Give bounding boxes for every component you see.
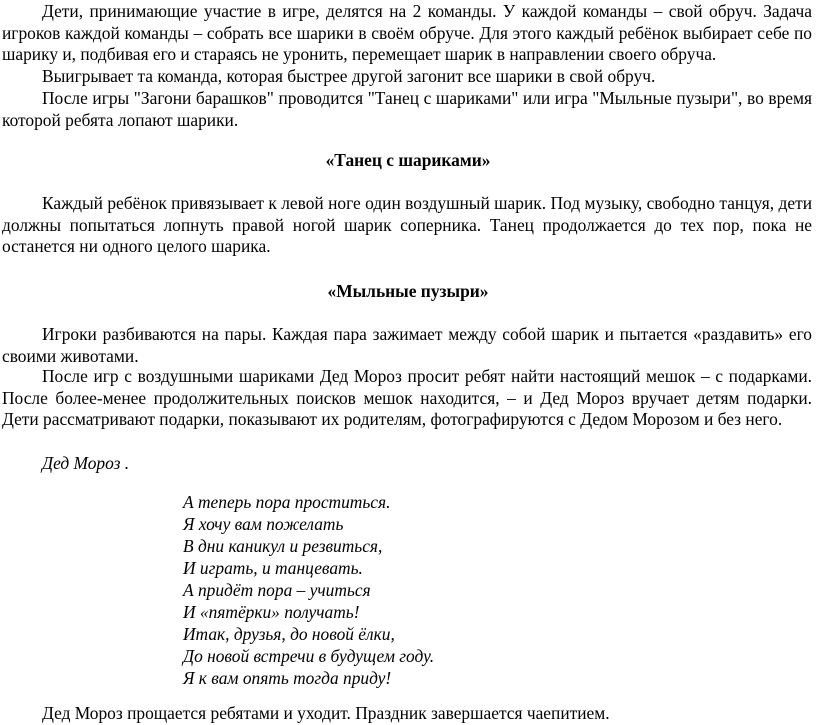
poem-line: И играть, и танцевать.	[183, 558, 363, 578]
paragraph-winner: Выигрывает та команда, которая быстрее другой загонит все шарики в свой обруч.	[42, 66, 656, 86]
paragraph-after-game: После игры "Загони барашков" проводится "Танец с шариками" или игра "Мыльные пузыри", во время которой ребята лопают шарики.	[2, 88, 812, 130]
poem-line: И «пятёрки» получать!	[183, 602, 360, 622]
poem-line: А придёт пора – учиться	[183, 580, 371, 600]
poem-line: До новой встречи в будущем году.	[183, 646, 435, 666]
heading-soap-bubbles: «Мыльные пузыри»	[327, 281, 489, 301]
heading-balloon-dance: «Танец с шариками»	[325, 150, 491, 170]
poem-line: Я к вам опять тогда приду!	[183, 668, 392, 688]
paragraph-soap-bubbles: Игроки разбиваются на пары. Каждая пара зажимает между собой шарик и пытается «раздавить» его своими животами.	[2, 324, 812, 366]
paragraph-balloon-dance: Каждый ребёнок привязывает к левой ноге один воздушный шарик. Под музыку, свободно танцуя, дети должны попытаться лопнуть правой ногой шарик соперника. Танец продолжается до тех пор, пока не останется ни одного целого шарика.	[2, 193, 812, 257]
speaker-label: Дед Мороз .	[42, 453, 130, 473]
poem	[183, 491, 434, 689]
poem-line: В дни каникул и резвиться,	[183, 536, 383, 556]
closing-paragraph: Дед Мороз прощается ребятами и уходит. Праздник завершается чаепитием.	[42, 703, 610, 723]
paragraph-gift-bag: После игр с воздушными шариками Дед Мороз просит ребят найти настоящий мешок – с подарками. После более-менее продолжительных поисков мешок находится, – и Дед Мороз вручает детям подарки. Дети рассматривают подарки, показывают их родителям, фотографируются с Дедом Морозом и без него.	[2, 366, 812, 430]
poem-line: Я хочу вам пожелать	[183, 514, 344, 534]
poem-line: Итак, друзья, до новой ёлки,	[183, 624, 395, 644]
poem-line: А теперь пора проститься.	[183, 492, 391, 512]
paragraph-team-game: Дети, принимающие участие в игре, делятся на 2 команды. У каждой команды – свой обруч. Задача игроков каждой команды – собрать все шарики в своём обруче. Для этого каждый ребёнок выбирает себе по шарику и, подбивая его и стараясь не уронить, перемещает шарик в направлении своего обруча.	[2, 1, 812, 65]
